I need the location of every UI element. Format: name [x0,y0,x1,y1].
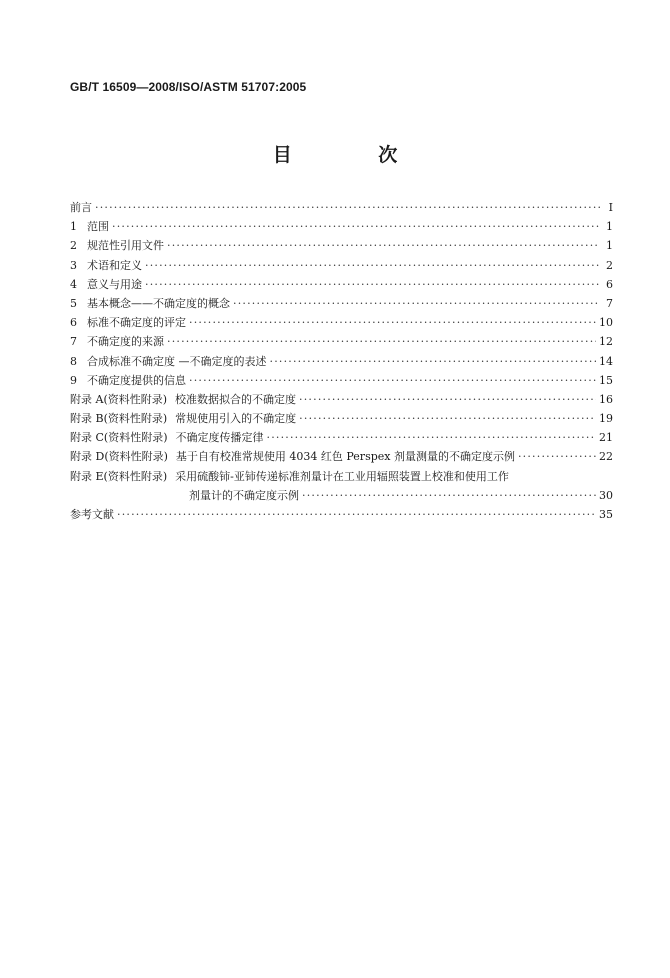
toc-entry-title: 不确定度传播定律 [175,431,264,445]
toc-entry-page-number: 19 [599,412,613,426]
toc-entry-appendix-label: 附录 A(资料性附录) [70,392,168,406]
toc-entry[interactable] [70,352,613,371]
toc-entry[interactable] [70,390,613,409]
toc-entry-page-number: 14 [599,354,613,368]
toc-leader-dots [167,332,596,351]
toc-entry-number: 5 [70,296,77,310]
toc-entry-title: 术语和定义 [87,258,142,272]
toc-leader-dots [267,428,597,447]
toc-entry[interactable] [70,217,613,236]
toc-entry-page-number: 1 [606,239,613,253]
toc-entry[interactable] [70,428,613,447]
toc-leader-dots [95,198,600,217]
toc-entry-page-number: 10 [599,316,613,330]
toc-entry-page-number: I [608,201,613,214]
toc-entry-title: 常规使用引入的不确定度 [175,412,297,426]
toc-entry[interactable] [70,467,613,486]
toc-entry[interactable] [70,447,613,466]
toc-entry[interactable] [70,294,613,313]
toc-entry-appendix-label: 附录 D(资料性附录) [70,450,168,464]
toc-leader-dots [189,371,596,390]
toc-leader-dots [518,447,596,466]
toc-entry-appendix-label: 附录 E(资料性附录) [70,469,168,483]
toc-leader-dots [117,505,596,524]
toc-entry-title: 合成标准不确定度 —不确定度的表述 [87,354,267,368]
toc-entry[interactable] [70,332,613,351]
toc-entry-number: 8 [70,354,77,368]
toc-entry-title: 前言 [70,201,92,214]
toc-entry-page-number: 15 [599,373,613,387]
toc-entry-number: 7 [70,335,77,349]
standard-code: GB/T 16509—2008/ISO/ASTM 51707:2005 [70,80,307,94]
toc-entry-title: 校准数据拟合的不确定度 [175,392,297,406]
toc-leader-dots [145,275,600,294]
toc-entry-number: 6 [70,316,77,330]
toc-entry-page-number: 12 [599,335,613,349]
toc-leader-dots [189,313,596,332]
toc-leader-dots [145,256,600,275]
toc-entry-title: 标准不确定度的评定 [87,316,186,330]
toc-entry-page-number: 22 [599,450,613,464]
toc-entry[interactable] [70,486,613,505]
toc-entry[interactable] [70,198,613,217]
toc-entry-title: 范围 [87,220,109,234]
toc-entry-page-number: 6 [606,277,613,291]
toc-entry-title: 采用硫酸铈-亚铈传递标准剂量计在工业用辐照装置上校准和使用工作 [175,469,509,483]
toc-entry-number: 1 [70,220,77,234]
toc-entry[interactable] [70,313,613,332]
toc-entry[interactable] [70,371,613,390]
toc-leader-dots [270,352,597,371]
toc-entry-title: 基于自有校准常规使用 4034 红色 Perspex 剂量测量的不确定度示例 [175,450,515,464]
toc-entry-title: 不确定度提供的信息 [87,373,186,387]
toc-entry-number: 9 [70,373,77,387]
toc-entry-page-number: 16 [599,392,613,406]
toc-leader-dots [167,236,600,255]
toc-entry-page-number: 21 [599,431,613,445]
toc-entry-number: 3 [70,258,77,272]
toc-leader-dots [302,486,596,505]
toc-entry[interactable] [70,275,613,294]
toc-leader-dots [233,294,600,313]
toc-entry-title: 参考文献 [70,508,114,521]
toc-entry-title: 基本概念——不确定度的概念 [87,296,230,310]
toc-entry[interactable] [70,409,613,428]
toc-entry-title: 剂量计的不确定度示例 [189,488,299,502]
toc-entry[interactable] [70,505,613,524]
toc-leader-dots [112,217,600,236]
toc-entry-number: 2 [70,239,77,253]
toc-entry-page-number: 2 [606,258,613,272]
toc-entry-number: 4 [70,277,77,291]
toc-leader-dots [299,390,596,409]
toc-entry[interactable] [70,236,613,255]
toc-entry-title: 意义与用途 [87,277,142,291]
toc-entry-page-number: 7 [606,296,613,310]
toc-entry-appendix-label: 附录 C(资料性附录) [70,431,168,445]
toc-entry-appendix-label: 附录 B(资料性附录) [70,412,168,426]
toc-leader-dots [299,409,596,428]
toc-entry-page-number: 35 [599,508,613,521]
toc-entry-page-number: 30 [599,488,613,502]
toc-entry-title: 不确定度的来源 [87,335,164,349]
toc-entry-title: 规范性引用文件 [87,239,164,253]
toc-entry[interactable] [70,256,613,275]
page-title: 目 次 [272,144,438,166]
table-of-contents [70,198,613,524]
toc-entry-page-number: 1 [606,220,613,234]
